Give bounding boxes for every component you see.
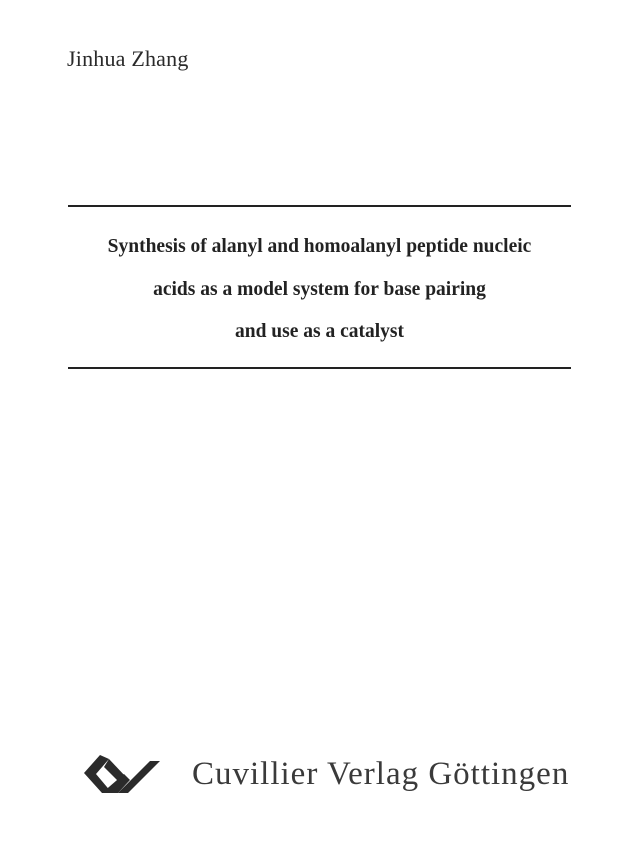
publisher-name: Cuvillier Verlag Göttingen [192, 756, 570, 792]
title-line-2: acids as a model system for base pairing [153, 278, 486, 300]
cuvillier-logo-icon [82, 753, 162, 797]
author-name: Jinhua Zhang [67, 46, 189, 71]
top-divider [68, 205, 571, 207]
title-line-3: and use as a catalyst [234, 321, 405, 342]
title-line-1: Synthesis of alanyl and homoalanyl peptide nucleic [107, 236, 532, 257]
book-title [68, 231, 571, 359]
bottom-divider [68, 367, 571, 369]
publisher-footer [82, 748, 572, 804]
